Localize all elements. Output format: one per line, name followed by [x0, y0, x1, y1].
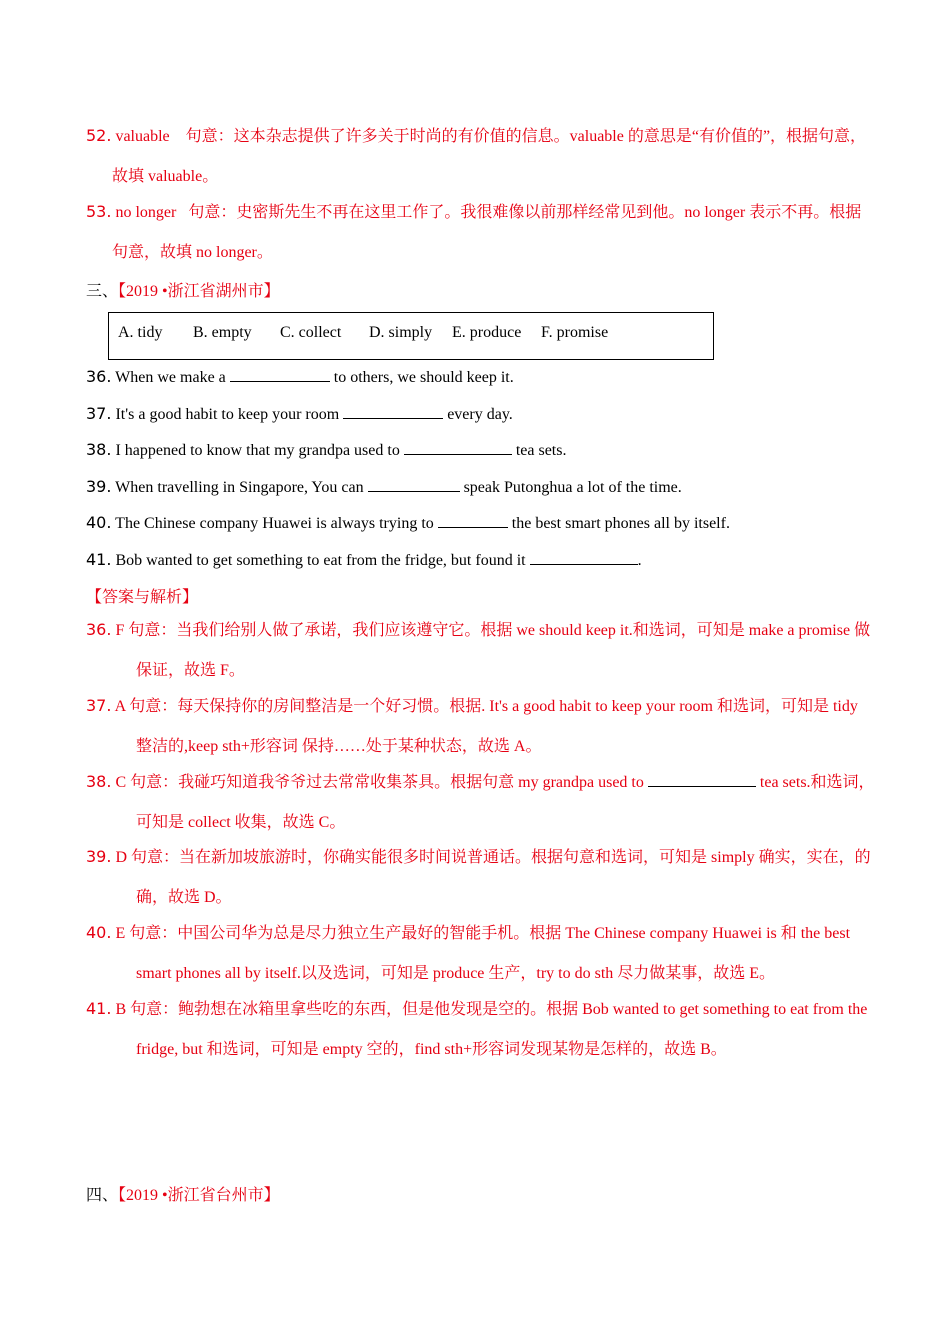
- option-a: A. tidy: [118, 324, 163, 341]
- answer-letter: B: [115, 1001, 127, 1018]
- option-e: E. produce: [452, 324, 522, 341]
- option-d: D. simply: [369, 324, 433, 341]
- answer-38: [86, 762, 876, 843]
- answer-53: [86, 192, 876, 273]
- question-37: [86, 402, 513, 426]
- answer-explanation: tea sets.和选词，可知是 collect 收集，故选 C。: [136, 774, 875, 831]
- question-38: [86, 438, 566, 462]
- answer-word: no longer: [115, 204, 177, 221]
- answer-explanation: 句意：中国公司华为总是尽力独立生产最好的智能手机。根据 The Chinese company Huawei is 和 the best smart phones all by itself.以及选词，可知是 produce 生产，try to do sth 尽力做某事，故选 E。: [129, 925, 851, 982]
- answer-explanation: 句意：鲍勃想在冰箱里拿些吃的东西，但是他发现是空的。根据 Bob wanted to get something to eat from the fridge, but 和选词，可知是 empty 空的，find sth+形容词发现某物是怎样的，故选 B。: [130, 1001, 868, 1058]
- question-40: [86, 511, 730, 535]
- answer-explanation: 句意：每天保持你的房间整洁是一个好习惯。根据. It's a good habit to keep your room 和选词，可知是 tidy 整洁的,keep sth+形容词 保持……处于某种状态，故选 A。: [129, 698, 858, 755]
- question-text: every day.: [447, 406, 513, 423]
- question-number: 39.: [86, 477, 112, 496]
- question-41: [86, 548, 642, 572]
- question-number: 37.: [86, 404, 112, 423]
- answer-letter: F: [115, 622, 125, 639]
- answer-52: [86, 116, 876, 197]
- answer-number: 39.: [86, 847, 112, 866]
- answer-explanation: 句意：当在新加坡旅游时，你确实能很多时间说普通话。根据句意和选词，可知是 simply 确实，实在，的确，故选 D。: [131, 849, 871, 906]
- answer-letter: A: [114, 698, 126, 715]
- answer-blank: [648, 770, 756, 787]
- question-text: to others, we should keep it.: [333, 369, 514, 386]
- section-4-heading: [86, 1182, 280, 1205]
- question-number: 41.: [86, 550, 112, 569]
- answer-39: [86, 837, 876, 918]
- answer-number: 40.: [86, 923, 112, 942]
- answer-number: 41.: [86, 999, 112, 1018]
- answer-explanation: 句意：当我们给别人做了承诺，我们应该遵守它。根据 we should keep it.和选词，可知是 make a promise 做保证，故选 F。: [128, 622, 871, 679]
- option-b: B. empty: [193, 324, 252, 341]
- question-text: tea sets.: [515, 442, 567, 459]
- question-text: .: [637, 552, 642, 569]
- question-text: When we make a: [115, 369, 226, 386]
- question-text: speak Putonghua a lot of the time.: [463, 479, 682, 496]
- answer-number: 36.: [86, 620, 112, 639]
- answer-40: [86, 913, 876, 994]
- question-number: 40.: [86, 513, 112, 532]
- question-text: I happened to know that my grandpa used to: [115, 442, 400, 459]
- answer-number: 52.: [86, 126, 112, 145]
- answer-heading: 【答案与解析】: [86, 589, 199, 606]
- question-number: 38.: [86, 440, 112, 459]
- answer-blank[interactable]: [438, 511, 508, 528]
- answer-explanation: 句意：我碰巧知道我爷爷过去常常收集茶具。根据句意 my grandpa used to: [130, 774, 644, 791]
- answer-letter: E: [115, 925, 126, 942]
- section-title: 【2019 •浙江省湖州市】: [118, 283, 280, 300]
- answer-blank[interactable]: [343, 402, 443, 419]
- option-f: F. promise: [541, 324, 609, 341]
- section-3-heading: [86, 278, 280, 301]
- question-36: [86, 365, 514, 389]
- answer-blank[interactable]: [404, 438, 512, 455]
- answer-explanation: 句意：史密斯先生不再在这里工作了。我很难像以前那样经常见到他。no longer 表示不再。根据句意，故填 no longer。: [112, 204, 862, 261]
- word-options-box: [108, 312, 714, 360]
- answer-letter: D: [115, 849, 128, 866]
- question-text: Bob wanted to get something to eat from the fridge, but found it: [115, 552, 526, 569]
- section-prefix: 四、: [86, 1187, 119, 1204]
- answer-number: 53.: [86, 202, 112, 221]
- answer-number: 37.: [86, 696, 112, 715]
- answer-41: [86, 989, 876, 1070]
- answer-blank[interactable]: [230, 365, 330, 382]
- section-title: 【2019 •浙江省台州市】: [118, 1187, 280, 1204]
- question-text: It's a good habit to keep your room: [115, 406, 340, 423]
- answer-word: valuable: [115, 128, 170, 145]
- question-number: 36.: [86, 367, 112, 386]
- question-text: When travelling in Singapore, You can: [115, 479, 364, 496]
- section-prefix: 三、: [86, 283, 119, 300]
- answer-36: [86, 610, 876, 691]
- question-text: the best smart phones all by itself.: [511, 515, 730, 532]
- answer-37: [86, 686, 876, 767]
- answer-explanation: 句意：这本杂志提供了许多关于时尚的有价值的信息。valuable 的意思是“有价值的”，根据句意，故填 valuable。: [112, 128, 867, 185]
- question-text: The Chinese company Huawei is always trying to: [115, 515, 434, 532]
- question-39: [86, 475, 682, 499]
- answer-number: 38.: [86, 772, 112, 791]
- answer-blank[interactable]: [530, 548, 638, 565]
- answer-letter: C: [115, 774, 127, 791]
- option-c: C. collect: [280, 324, 342, 341]
- answer-blank[interactable]: [368, 475, 460, 492]
